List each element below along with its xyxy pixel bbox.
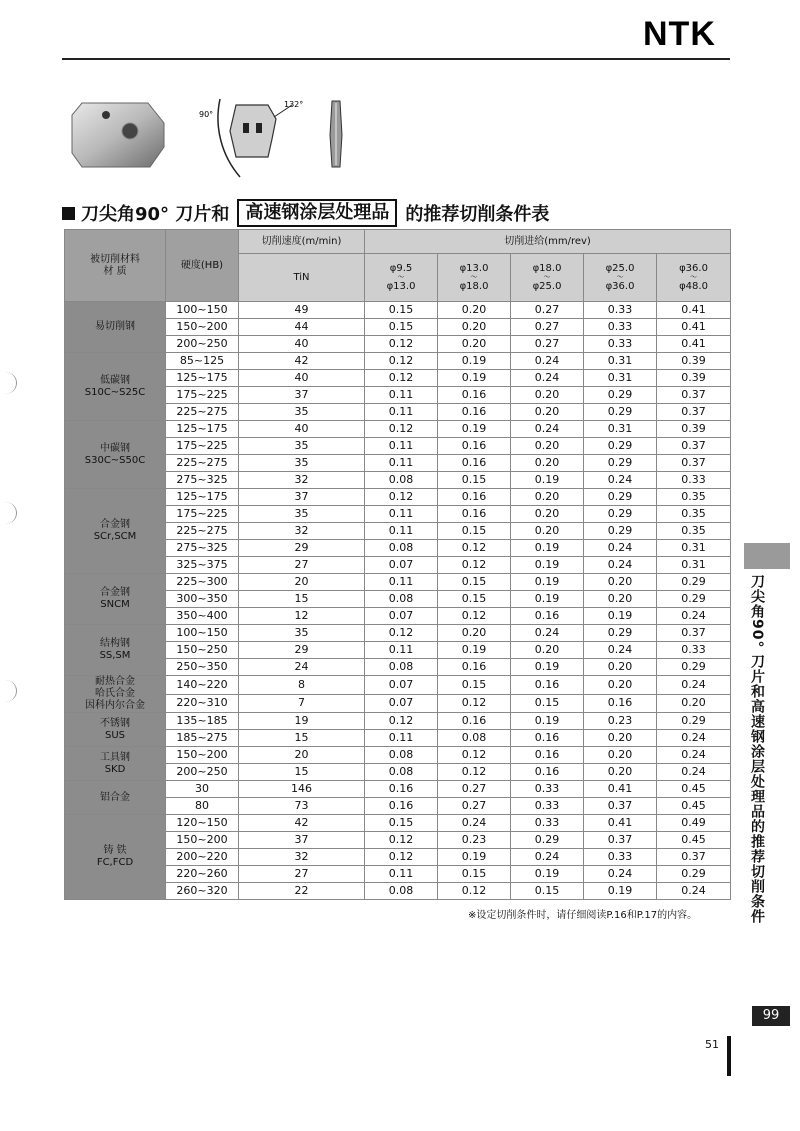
hardness-cell: 200~250 [166,764,239,781]
feed-cell: 0.27 [511,319,584,336]
speed-cell: 22 [239,883,365,900]
feed-cell: 0.37 [657,625,731,642]
feed-cell: 0.33 [584,319,657,336]
hardness-cell: 150~200 [166,747,239,764]
table-row [65,713,731,730]
title-suffix: 的推荐切削条件表 [405,204,550,225]
speed-cell: 19 [239,713,365,730]
table-row [65,353,731,370]
feed-cell: 0.12 [438,557,511,574]
speed-cell: 29 [239,540,365,557]
feed-cell: 0.16 [438,387,511,404]
speed-cell: 7 [239,694,365,713]
speed-cell: 35 [239,455,365,472]
hardness-cell: 150~250 [166,642,239,659]
hardness-cell: 225~275 [166,455,239,472]
feed-cell: 0.11 [365,404,438,421]
feed-cell: 0.19 [438,353,511,370]
feed-cell: 0.45 [657,798,731,815]
feed-cell: 0.07 [365,608,438,625]
feed-cell: 0.33 [657,642,731,659]
feed-cell: 0.31 [584,370,657,387]
speed-cell: 42 [239,815,365,832]
feed-cell: 0.12 [365,832,438,849]
material-cell: 结构钢 SS,SM [65,625,166,676]
hardness-header: 硬度(HB) [166,230,239,302]
feed-cell: 0.12 [438,764,511,781]
feed-cell: 0.08 [365,659,438,676]
feed-cell: 0.12 [438,540,511,557]
hardness-cell: 30 [166,781,239,798]
page-marker [727,1036,731,1076]
hardness-cell: 300~350 [166,591,239,608]
feed-cell: 0.19 [511,472,584,489]
feed-cell: 0.37 [657,455,731,472]
feed-cell: 0.12 [365,625,438,642]
title-prefix: 刀尖角90° 刀片和 [81,204,230,225]
feed-cell: 0.41 [584,781,657,798]
feed-cell: 0.12 [365,489,438,506]
binder-hole [0,502,17,524]
feed-cell: 0.08 [438,730,511,747]
speed-cell: 20 [239,574,365,591]
speed-cell: 27 [239,866,365,883]
hardness-cell: 220~310 [166,694,239,713]
hardness-cell: 135~185 [166,713,239,730]
hardness-cell: 125~175 [166,421,239,438]
feed-cell: 0.15 [365,302,438,319]
feed-cell: 0.19 [511,713,584,730]
hardness-cell: 220~260 [166,866,239,883]
feed-cell: 0.20 [584,591,657,608]
cutting-conditions-table [64,229,731,900]
speed-cell: 32 [239,849,365,866]
feed-cell: 0.20 [438,625,511,642]
binder-hole [0,680,17,702]
material-cell: 合金钢 SNCM [65,574,166,625]
table-row [65,781,731,798]
feed-cell: 0.24 [511,849,584,866]
feed-cell: 0.19 [511,866,584,883]
material-cell: 耐热合金 哈氏合金 因科内尔合金 [65,676,166,713]
feed-cell: 0.33 [511,815,584,832]
feed-cell: 0.19 [511,574,584,591]
feed-cell: 0.20 [584,659,657,676]
feed-cell: 0.20 [584,574,657,591]
feed-cell: 0.08 [365,591,438,608]
material-cell: 合金钢 SCr,SCM [65,489,166,574]
angle-132-label: 132° [284,100,304,109]
page-number: 51 [705,1038,719,1051]
feed-cell: 0.23 [584,713,657,730]
speed-cell: 49 [239,302,365,319]
feed-cell: 0.16 [438,659,511,676]
material-cell: 中碳钢 S30C~S50C [65,421,166,489]
hardness-cell: 225~300 [166,574,239,591]
feed-cell: 0.49 [657,815,731,832]
speed-cell: 15 [239,591,365,608]
hardness-cell: 325~375 [166,557,239,574]
feed-cell: 0.16 [365,781,438,798]
feed-cell: 0.16 [511,747,584,764]
feed-cell: 0.29 [584,523,657,540]
hardness-cell: 275~325 [166,472,239,489]
speed-cell: 24 [239,659,365,676]
speed-cell: 20 [239,747,365,764]
speed-cell: 8 [239,676,365,695]
feed-cell: 0.27 [511,302,584,319]
speed-cell: 37 [239,387,365,404]
feed-cell: 0.15 [438,866,511,883]
hardness-cell: 250~350 [166,659,239,676]
feed-cell: 0.19 [511,591,584,608]
title-boxed: 高速钢涂层处理品 [237,199,397,227]
hardness-cell: 100~150 [166,302,239,319]
feed-cell: 0.11 [365,642,438,659]
feed-cell: 0.15 [511,883,584,900]
feed-cell: 0.24 [511,370,584,387]
feed-cell: 0.33 [511,798,584,815]
feed-cell: 0.45 [657,832,731,849]
feed-cell: 0.20 [584,730,657,747]
hardness-cell: 225~275 [166,404,239,421]
material-cell: 铸 铁 FC,FCD [65,815,166,900]
material-cell: 易切削钢 [65,302,166,353]
feed-cell: 0.24 [584,866,657,883]
feed-cell: 0.37 [657,404,731,421]
feed-cell: 0.35 [657,506,731,523]
feed-cell: 0.19 [584,883,657,900]
hardness-cell: 140~220 [166,676,239,695]
hardness-cell: 175~225 [166,387,239,404]
feed-cell: 0.24 [584,557,657,574]
feed-cell: 0.15 [438,591,511,608]
speed-cell: 40 [239,370,365,387]
feed-cell: 0.16 [511,676,584,695]
speed-cell: 37 [239,489,365,506]
feed-cell: 0.11 [365,438,438,455]
feed-cell: 0.41 [657,302,731,319]
feed-cell: 0.27 [511,336,584,353]
table-row [65,489,731,506]
feed-cell: 0.08 [365,764,438,781]
diameter-header: φ13.0 〜 φ18.0 [438,254,511,302]
angle-90-label: 90° [199,110,214,119]
feed-cell: 0.16 [438,455,511,472]
feed-cell: 0.16 [438,404,511,421]
feed-cell: 0.16 [438,489,511,506]
speed-cell: 73 [239,798,365,815]
hardness-cell: 225~275 [166,523,239,540]
hardness-cell: 125~175 [166,489,239,506]
feed-cell: 0.29 [584,506,657,523]
feed-cell: 0.15 [511,694,584,713]
feed-cell: 0.08 [365,472,438,489]
feed-cell: 0.24 [584,472,657,489]
speed-cell: 35 [239,404,365,421]
hardness-cell: 200~250 [166,336,239,353]
sidebar-tab [744,543,790,569]
speed-cell: 37 [239,832,365,849]
feed-cell: 0.35 [657,523,731,540]
feed-cell: 0.31 [657,540,731,557]
binder-hole [0,372,17,394]
table-row [65,747,731,764]
feed-cell: 0.11 [365,455,438,472]
table-row [65,676,731,695]
feed-cell: 0.41 [657,336,731,353]
feed-cell: 0.29 [657,659,731,676]
hardness-cell: 150~200 [166,319,239,336]
feed-cell: 0.20 [511,387,584,404]
material-cell: 工具钢 SKD [65,747,166,781]
feed-cell: 0.29 [584,455,657,472]
material-cell: 低碳钢 S10C~S25C [65,353,166,421]
feed-cell: 0.29 [584,489,657,506]
feed-cell: 0.19 [511,659,584,676]
feed-cell: 0.15 [365,815,438,832]
header-rule [62,58,730,60]
feed-cell: 0.19 [438,370,511,387]
hardness-cell: 85~125 [166,353,239,370]
feed-cell: 0.20 [511,455,584,472]
hardness-cell: 185~275 [166,730,239,747]
hardness-cell: 175~225 [166,506,239,523]
hardness-cell: 120~150 [166,815,239,832]
feed-cell: 0.41 [584,815,657,832]
diameter-header: φ18.0 〜 φ25.0 [511,254,584,302]
feed-cell: 0.39 [657,353,731,370]
feed-cell: 0.41 [657,319,731,336]
feed-cell: 0.19 [584,608,657,625]
feed-cell: 0.11 [365,506,438,523]
material-header: 被切削材料 材 质 [65,230,166,302]
feed-cell: 0.24 [511,421,584,438]
feed-cell: 0.20 [584,676,657,695]
table-row [65,625,731,642]
speed-cell: 35 [239,506,365,523]
footnote: ※设定切削条件时，请仔细阅读P.16和P.17的内容。 [468,910,698,921]
feed-cell: 0.33 [657,472,731,489]
feed-cell: 0.16 [438,506,511,523]
speed-cell: 15 [239,730,365,747]
hardness-cell: 200~220 [166,849,239,866]
speed-cell: 146 [239,781,365,798]
feed-cell: 0.20 [657,694,731,713]
feed-cell: 0.20 [511,506,584,523]
feed-cell: 0.33 [584,336,657,353]
ntk-logo: NTK [643,15,716,53]
feed-cell: 0.29 [584,625,657,642]
feed-cell: 0.20 [438,319,511,336]
speed-cell: 42 [239,353,365,370]
table-row [65,815,731,832]
feed-cell: 0.31 [584,353,657,370]
speed-cell: 35 [239,438,365,455]
feed-cell: 0.33 [584,849,657,866]
feed-cell: 0.24 [657,676,731,695]
feed-cell: 0.24 [584,642,657,659]
feed-cell: 0.12 [438,608,511,625]
feed-cell: 0.31 [657,557,731,574]
feed-cell: 0.11 [365,866,438,883]
feed-cell: 0.39 [657,421,731,438]
feed-cell: 0.37 [657,849,731,866]
feed-cell: 0.08 [365,883,438,900]
table-row [65,574,731,591]
speed-cell: 15 [239,764,365,781]
feed-cell: 0.16 [511,730,584,747]
hardness-cell: 275~325 [166,540,239,557]
hardness-cell: 125~175 [166,370,239,387]
feed-cell: 0.20 [584,764,657,781]
feed-cell: 0.15 [365,319,438,336]
hardness-cell: 150~200 [166,832,239,849]
feed-cell: 0.31 [584,421,657,438]
hardness-cell: 80 [166,798,239,815]
feed-cell: 0.29 [511,832,584,849]
feed-cell: 0.29 [584,404,657,421]
feed-cell: 0.15 [438,523,511,540]
feed-cell: 0.20 [511,438,584,455]
feed-cell: 0.19 [438,421,511,438]
feed-cell: 0.11 [365,730,438,747]
feed-cell: 0.33 [584,302,657,319]
speed-cell: 35 [239,625,365,642]
feed-cell: 0.20 [511,489,584,506]
feed-cell: 0.12 [365,421,438,438]
material-cell: 铝合金 [65,781,166,815]
feed-cell: 0.16 [438,438,511,455]
feed-cell: 0.07 [365,557,438,574]
bullet-square-icon [62,207,75,220]
hardness-cell: 350~400 [166,608,239,625]
table-row [65,421,731,438]
feed-cell: 0.20 [584,747,657,764]
hardness-cell: 100~150 [166,625,239,642]
feed-cell: 0.20 [511,404,584,421]
feed-cell: 0.20 [511,642,584,659]
feed-cell: 0.12 [365,336,438,353]
feed-cell: 0.16 [511,764,584,781]
feed-cell: 0.16 [438,713,511,730]
feed-cell: 0.24 [511,625,584,642]
feed-cell: 0.20 [438,336,511,353]
diameter-header: φ9.5 〜 φ13.0 [365,254,438,302]
feed-cell: 0.15 [438,472,511,489]
speed-cell: 32 [239,472,365,489]
feed-header: 切削进给(mm/rev) [365,230,731,254]
feed-cell: 0.12 [438,747,511,764]
speed-cell: 29 [239,642,365,659]
feed-cell: 0.12 [365,370,438,387]
diameter-header: φ36.0 〜 φ48.0 [657,254,731,302]
feed-cell: 0.12 [365,849,438,866]
feed-cell: 0.08 [365,747,438,764]
feed-cell: 0.19 [511,540,584,557]
feed-cell: 0.15 [438,676,511,695]
feed-cell: 0.12 [438,694,511,713]
feed-cell: 0.33 [511,781,584,798]
speed-header: 切削速度(m/min) [239,230,365,254]
feed-cell: 0.29 [584,438,657,455]
feed-cell: 0.07 [365,676,438,695]
feed-cell: 0.12 [438,883,511,900]
feed-cell: 0.12 [365,713,438,730]
feed-cell: 0.11 [365,523,438,540]
feed-cell: 0.07 [365,694,438,713]
feed-cell: 0.45 [657,781,731,798]
feed-cell: 0.24 [584,540,657,557]
feed-cell: 0.20 [438,302,511,319]
insert-figures [60,95,380,190]
feed-cell: 0.08 [365,540,438,557]
feed-cell: 0.29 [657,574,731,591]
feed-cell: 0.29 [657,866,731,883]
hardness-cell: 260~320 [166,883,239,900]
feed-cell: 0.19 [438,849,511,866]
feed-cell: 0.24 [657,747,731,764]
feed-cell: 0.27 [438,798,511,815]
speed-cell: 27 [239,557,365,574]
feed-cell: 0.24 [657,883,731,900]
speed-cell: 12 [239,608,365,625]
feed-cell: 0.12 [365,353,438,370]
feed-cell: 0.27 [438,781,511,798]
feed-cell: 0.24 [657,608,731,625]
section-title [62,198,549,228]
coating-header: TiN [239,254,365,302]
feed-cell: 0.37 [584,798,657,815]
feed-cell: 0.11 [365,387,438,404]
feed-cell: 0.29 [657,713,731,730]
feed-cell: 0.19 [511,557,584,574]
feed-cell: 0.37 [584,832,657,849]
feed-cell: 0.29 [657,591,731,608]
feed-cell: 0.15 [438,574,511,591]
feed-cell: 0.23 [438,832,511,849]
feed-cell: 0.39 [657,370,731,387]
feed-cell: 0.11 [365,574,438,591]
feed-cell: 0.35 [657,489,731,506]
feed-cell: 0.24 [657,764,731,781]
speed-cell: 32 [239,523,365,540]
hardness-cell: 175~225 [166,438,239,455]
speed-cell: 40 [239,421,365,438]
feed-cell: 0.37 [657,387,731,404]
insert-drawing-icon [60,95,380,190]
side-label: 刀尖角90° 刀片和高速钢涂层处理品的推荐切削条件 [749,574,765,925]
feed-cell: 0.37 [657,438,731,455]
feed-cell: 0.24 [657,730,731,747]
page-tab: 99 [752,1006,790,1026]
table-row [65,302,731,319]
feed-cell: 0.19 [438,642,511,659]
feed-cell: 0.16 [584,694,657,713]
feed-cell: 0.24 [438,815,511,832]
feed-cell: 0.24 [511,353,584,370]
speed-cell: 40 [239,336,365,353]
feed-cell: 0.16 [365,798,438,815]
speed-cell: 44 [239,319,365,336]
feed-cell: 0.20 [511,523,584,540]
feed-cell: 0.16 [511,608,584,625]
material-cell: 不锈钢 SUS [65,713,166,747]
diameter-header: φ25.0 〜 φ36.0 [584,254,657,302]
feed-cell: 0.29 [584,387,657,404]
